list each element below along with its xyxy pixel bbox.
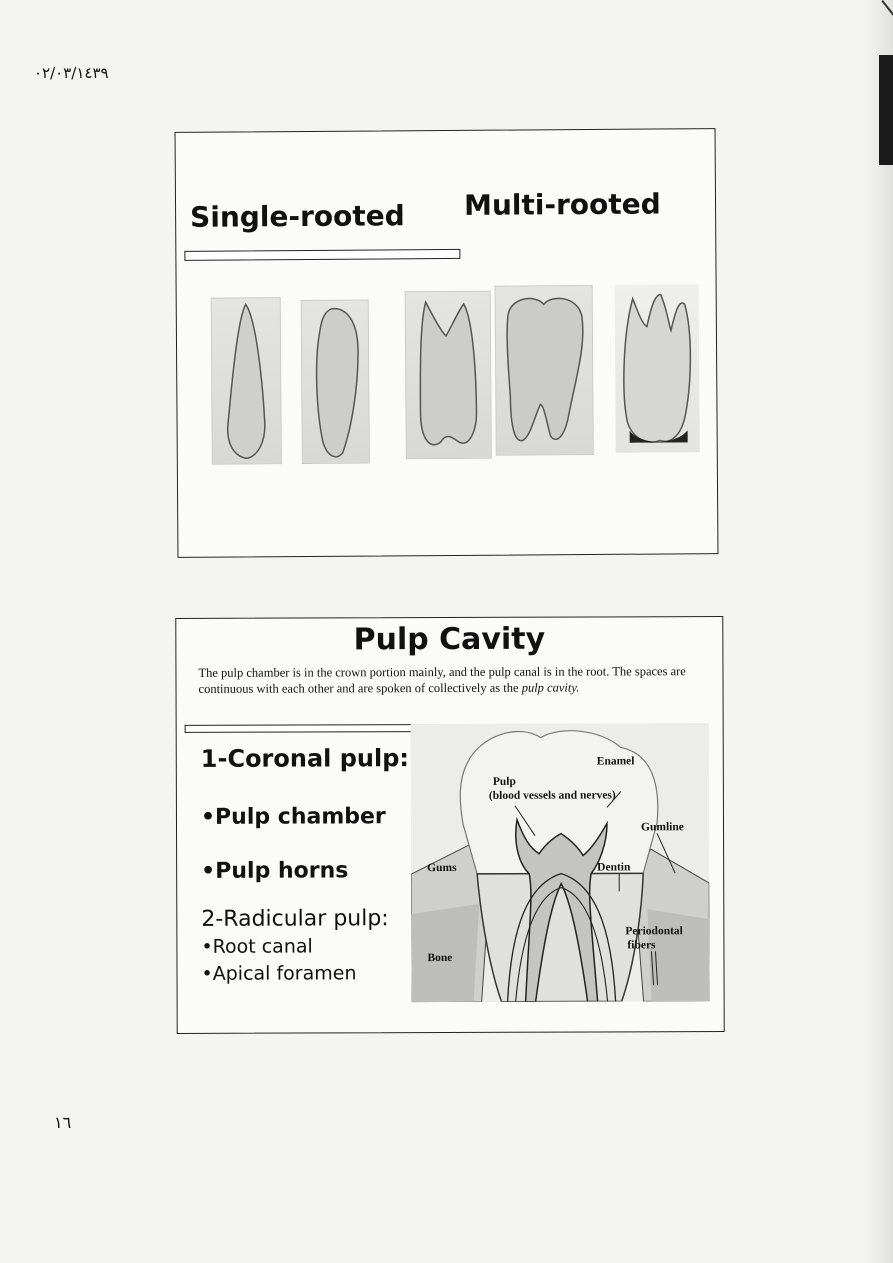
label-gumline: Gumline: [640, 821, 684, 834]
pulp-cavity-title: Pulp Cavity: [353, 621, 546, 658]
label-fibers: fibers: [627, 939, 656, 952]
label-dentin: Dentin: [597, 861, 631, 874]
tooth-cross-section-diagram: [411, 723, 710, 1002]
page-edge-shadow: [863, 0, 893, 1263]
coronal-pulp-heading: 1-Coronal pulp:: [200, 744, 410, 773]
multi-rooted-heading: Multi-rooted: [463, 187, 661, 222]
page-number: ١٦: [54, 1113, 72, 1132]
coronal-item-pulp-horns: •Pulp horns: [201, 858, 349, 884]
radicular-item-root-canal: •Root canal: [201, 935, 313, 958]
label-periodontal: Periodontal: [625, 925, 683, 938]
single-root-tooth-image-1: [211, 297, 282, 464]
multi-root-tooth-image-1: [405, 291, 492, 460]
multi-root-tooth-image-3: [615, 284, 700, 453]
label-pulp-detail: (blood vessels and nerves): [488, 789, 616, 802]
multi-root-tooth-image-2: [495, 285, 594, 456]
coronal-item-pulp-chamber: •Pulp chamber: [200, 804, 386, 830]
single-root-tooth-image-2: [301, 300, 370, 464]
page-date: ٠٢/٠٣/١٤٣٩: [34, 64, 109, 82]
label-gums: Gums: [427, 861, 457, 875]
label-bone: Bone: [427, 951, 453, 965]
label-pulp: Pulp: [492, 775, 516, 788]
description-italic: pulp cavity.: [521, 680, 580, 695]
slide-root-types: [175, 128, 719, 558]
title-underline-bar: [184, 249, 460, 261]
description-text: The pulp chamber is in the crown portion mainly, and the pulp canal is in the root. The spaces are continuous with each other and are spoken of collectively as the: [198, 664, 686, 696]
label-enamel: Enamel: [596, 755, 635, 768]
radicular-item-apical-foramen: •Apical foramen: [201, 962, 357, 985]
page-corner-shadow: [879, 55, 893, 165]
radicular-pulp-heading: 2-Radicular pulp:: [201, 906, 389, 932]
single-rooted-heading: Single-rooted: [190, 199, 405, 234]
slide-pulp-cavity: [175, 616, 724, 1034]
pulp-cavity-description: [198, 663, 708, 697]
